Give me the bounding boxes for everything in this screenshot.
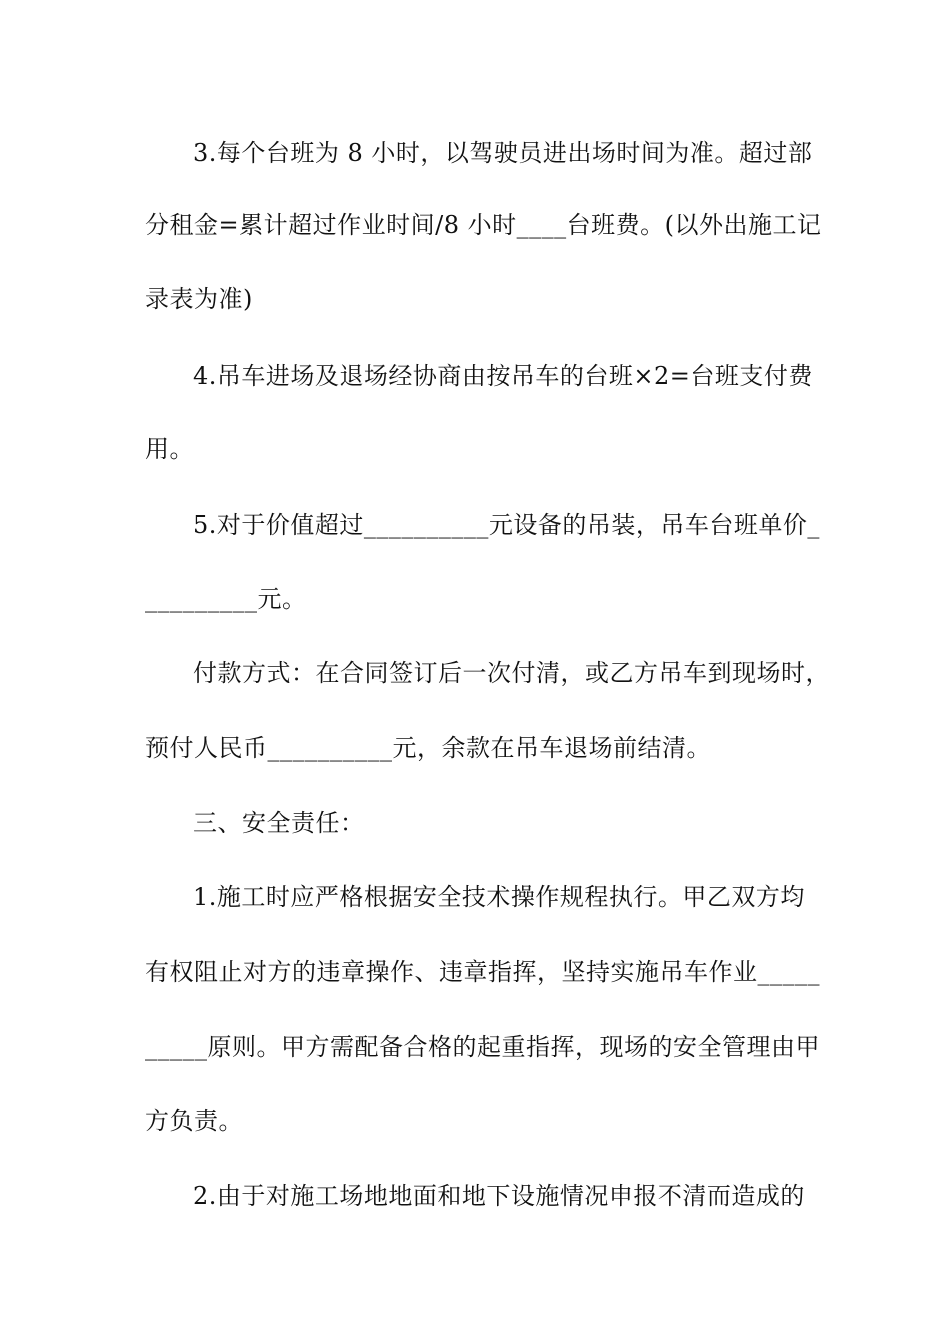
clause-5-line-2: _________元。 [145,585,307,613]
safety-clause-1-line-3: _____原则。甲方需配备合格的起重指挥，现场的安全管理由甲 [145,1033,820,1061]
section-heading-safety: 三、安全责任： [193,809,365,837]
clause-4-line-2: 用。 [145,435,194,463]
safety-clause-1-line-2: 有权阻止对方的违章操作、违章指挥，坚持实施吊车作业_____ [145,958,820,986]
clause-3-line-1: 3.每个台班为 8 小时，以驾驶员进出场时间为准。超过部 [193,139,813,167]
clause-3-line-2: 分租金=累计超过作业时间/8 小时____台班费。(以外出施工记 [145,211,822,239]
payment-method-line-2: 预付人民币__________元，余款在吊车退场前结清。 [145,734,711,762]
safety-clause-1-line-1: 1.施工时应严格根据安全技术操作规程执行。甲乙双方均 [193,883,805,911]
safety-clause-2-line-1: 2.由于对施工场地地面和地下设施情况申报不清而造成的 [193,1182,805,1210]
clause-3-line-3: 录表为准) [145,285,253,313]
clause-4-line-1: 4.吊车进场及退场经协商由按吊车的台班×2=台班支付费 [193,362,813,390]
payment-method-line-1: 付款方式：在合同签订后一次付清，或乙方吊车到现场时， [193,659,830,687]
clause-5-line-1: 5.对于价值超过__________元设备的吊装，吊车台班单价_ [193,511,820,539]
safety-clause-1-line-4: 方负责。 [145,1107,243,1135]
